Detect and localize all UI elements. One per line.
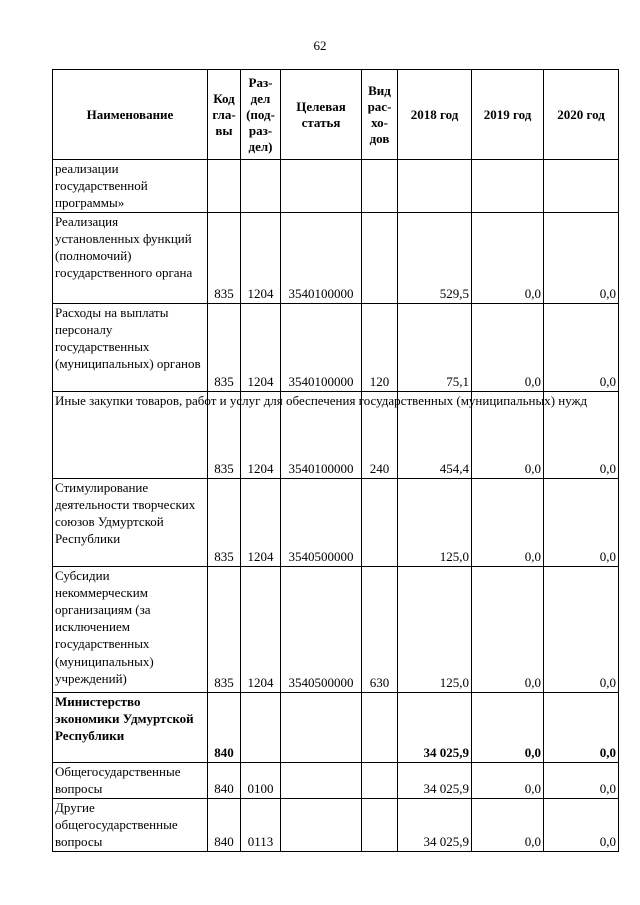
cell-code: 840 [208, 762, 241, 798]
cell-type: 120 [362, 303, 398, 391]
cell-2020: 0,0 [544, 566, 619, 692]
cell-2020: 0,0 [544, 303, 619, 391]
cell-target [281, 798, 362, 851]
cell-2018: 125,0 [398, 478, 472, 566]
cell-2020: 0,0 [544, 762, 619, 798]
cell-2019 [472, 160, 544, 213]
cell-2019: 0,0 [472, 303, 544, 391]
cell-target [281, 692, 362, 762]
cell-code: 840 [208, 798, 241, 851]
table-row [53, 478, 619, 566]
cell-2018: 454,4 [398, 391, 472, 478]
header-code: Код гла- вы [208, 70, 241, 160]
table-row [53, 566, 619, 692]
cell-2020: 0,0 [544, 798, 619, 851]
cell-section: 0113 [241, 798, 281, 851]
table-header-row [53, 70, 619, 160]
cell-2019: 0,0 [472, 692, 544, 762]
cell-section: 0100 [241, 762, 281, 798]
cell-2019: 0,0 [472, 478, 544, 566]
cell-2020 [544, 160, 619, 213]
cell-2020: 0,0 [544, 478, 619, 566]
cell-type: 240 [362, 391, 398, 478]
cell-2020: 0,0 [544, 692, 619, 762]
cell-2019: 0,0 [472, 566, 544, 692]
cell-type [362, 798, 398, 851]
header-2020: 2020 год [544, 70, 619, 160]
cell-target: 3540500000 [281, 566, 362, 692]
cell-code: 835 [208, 566, 241, 692]
cell-2019: 0,0 [472, 798, 544, 851]
header-section: Раз- дел (под- раз- дел) [241, 70, 281, 160]
cell-2018: 34 025,9 [398, 762, 472, 798]
cell-name: Иные закупки товаров, работ и услуг для обеспечения государственных (муниципальных) нужд [53, 391, 208, 478]
cell-2018: 34 025,9 [398, 692, 472, 762]
cell-name: Субсидии некоммерческим организациям (за исключением государственных (муниципальных) учреждений) [53, 566, 208, 692]
cell-2020: 0,0 [544, 212, 619, 303]
table-row [53, 160, 619, 213]
cell-section [241, 692, 281, 762]
table-body [53, 160, 619, 852]
cell-section [241, 160, 281, 213]
cell-code: 840 [208, 692, 241, 762]
cell-type [362, 212, 398, 303]
cell-2019: 0,0 [472, 762, 544, 798]
budget-table [52, 69, 619, 852]
cell-code: 835 [208, 478, 241, 566]
cell-2018: 34 025,9 [398, 798, 472, 851]
cell-2018: 529,5 [398, 212, 472, 303]
cell-2019: 0,0 [472, 212, 544, 303]
table-row [53, 798, 619, 851]
cell-type [362, 762, 398, 798]
cell-2018 [398, 160, 472, 213]
cell-code [208, 160, 241, 213]
header-target: Целевая статья [281, 70, 362, 160]
table-row [53, 692, 619, 762]
header-type: Вид рас- хо- дов [362, 70, 398, 160]
table-row [53, 303, 619, 391]
header-2018: 2018 год [398, 70, 472, 160]
cell-2018: 75,1 [398, 303, 472, 391]
cell-name: Министерство экономики Удмуртской Республики [53, 692, 208, 762]
cell-name: Расходы на выплаты персоналу государственных (муниципальных) органов [53, 303, 208, 391]
cell-name: Другие общегосударственные вопросы [53, 798, 208, 851]
cell-2019: 0,0 [472, 391, 544, 478]
cell-target [281, 160, 362, 213]
cell-target: 3540100000 [281, 391, 362, 478]
header-2019: 2019 год [472, 70, 544, 160]
cell-section: 1204 [241, 303, 281, 391]
cell-code: 835 [208, 212, 241, 303]
cell-section: 1204 [241, 566, 281, 692]
page-number: 62 [313, 38, 327, 53]
cell-name: Реализация установленных функций (полномочий) государственного органа [53, 212, 208, 303]
cell-target [281, 762, 362, 798]
table-row [53, 391, 619, 478]
cell-2020: 0,0 [544, 391, 619, 478]
cell-code: 835 [208, 391, 241, 478]
table-row [53, 762, 619, 798]
header-name: Наименование [53, 70, 208, 160]
cell-name: Общегосударственные вопросы [53, 762, 208, 798]
table-row [53, 212, 619, 303]
cell-section: 1204 [241, 478, 281, 566]
cell-name: Стимулирование деятельности творческих союзов Удмуртской Республики [53, 478, 208, 566]
cell-target: 3540100000 [281, 212, 362, 303]
cell-section: 1204 [241, 391, 281, 478]
cell-target: 3540100000 [281, 303, 362, 391]
cell-type [362, 160, 398, 213]
cell-section: 1204 [241, 212, 281, 303]
cell-code: 835 [208, 303, 241, 391]
cell-2018: 125,0 [398, 566, 472, 692]
cell-type: 630 [362, 566, 398, 692]
cell-type [362, 692, 398, 762]
cell-name: реализации государственной программы» [53, 160, 208, 213]
cell-type [362, 478, 398, 566]
cell-target: 3540500000 [281, 478, 362, 566]
